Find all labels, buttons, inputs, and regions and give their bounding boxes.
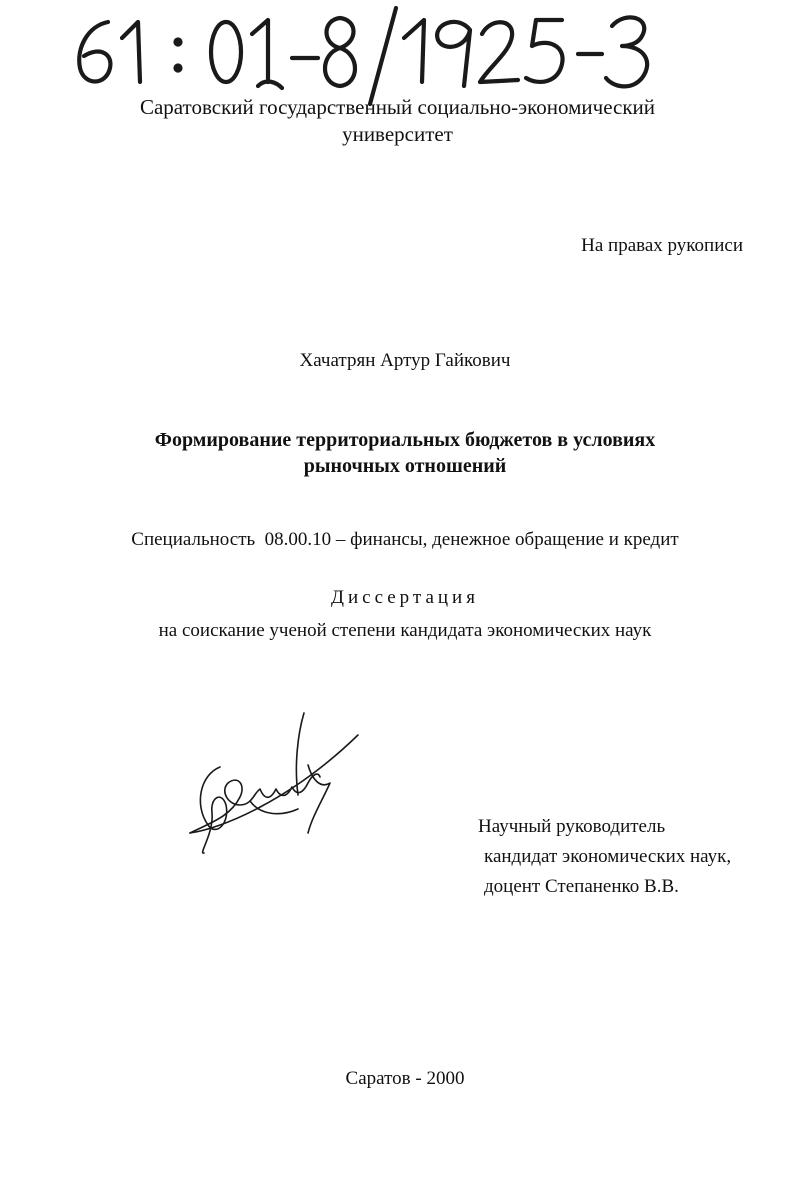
university-line-1: Саратовский государственный социально-экономический <box>139 95 656 119</box>
supervisor-block <box>478 812 731 902</box>
signature-svg <box>180 705 370 865</box>
specialty-line: Специальность 08.00.10 – финансы, денежное обращение и кредит <box>131 529 679 550</box>
city-year: Саратов - 2000 <box>345 1068 465 1089</box>
university-line-2: университет <box>342 122 453 146</box>
dissertation-title <box>0 427 795 479</box>
dissertation-purpose: на соискание ученой степени кандидата экономических наук <box>158 620 652 641</box>
supervisor-role: Научный руководитель <box>478 816 666 837</box>
supervisor-name: доцент Степаненко В.В. <box>484 876 679 897</box>
dissertation-label: Диссертация <box>331 587 479 608</box>
title-line-2: рыночных отношений <box>303 455 507 477</box>
supervisor-degree: кандидат экономических наук, <box>484 846 732 867</box>
author-name: Хачатрян Артур Гайкович <box>299 350 511 371</box>
author-signature <box>180 705 370 865</box>
title-line-1: Формирование территориальных бюджетов в условиях <box>154 429 656 451</box>
university-name <box>0 94 795 148</box>
manuscript-note: На правах рукописи <box>581 235 743 256</box>
